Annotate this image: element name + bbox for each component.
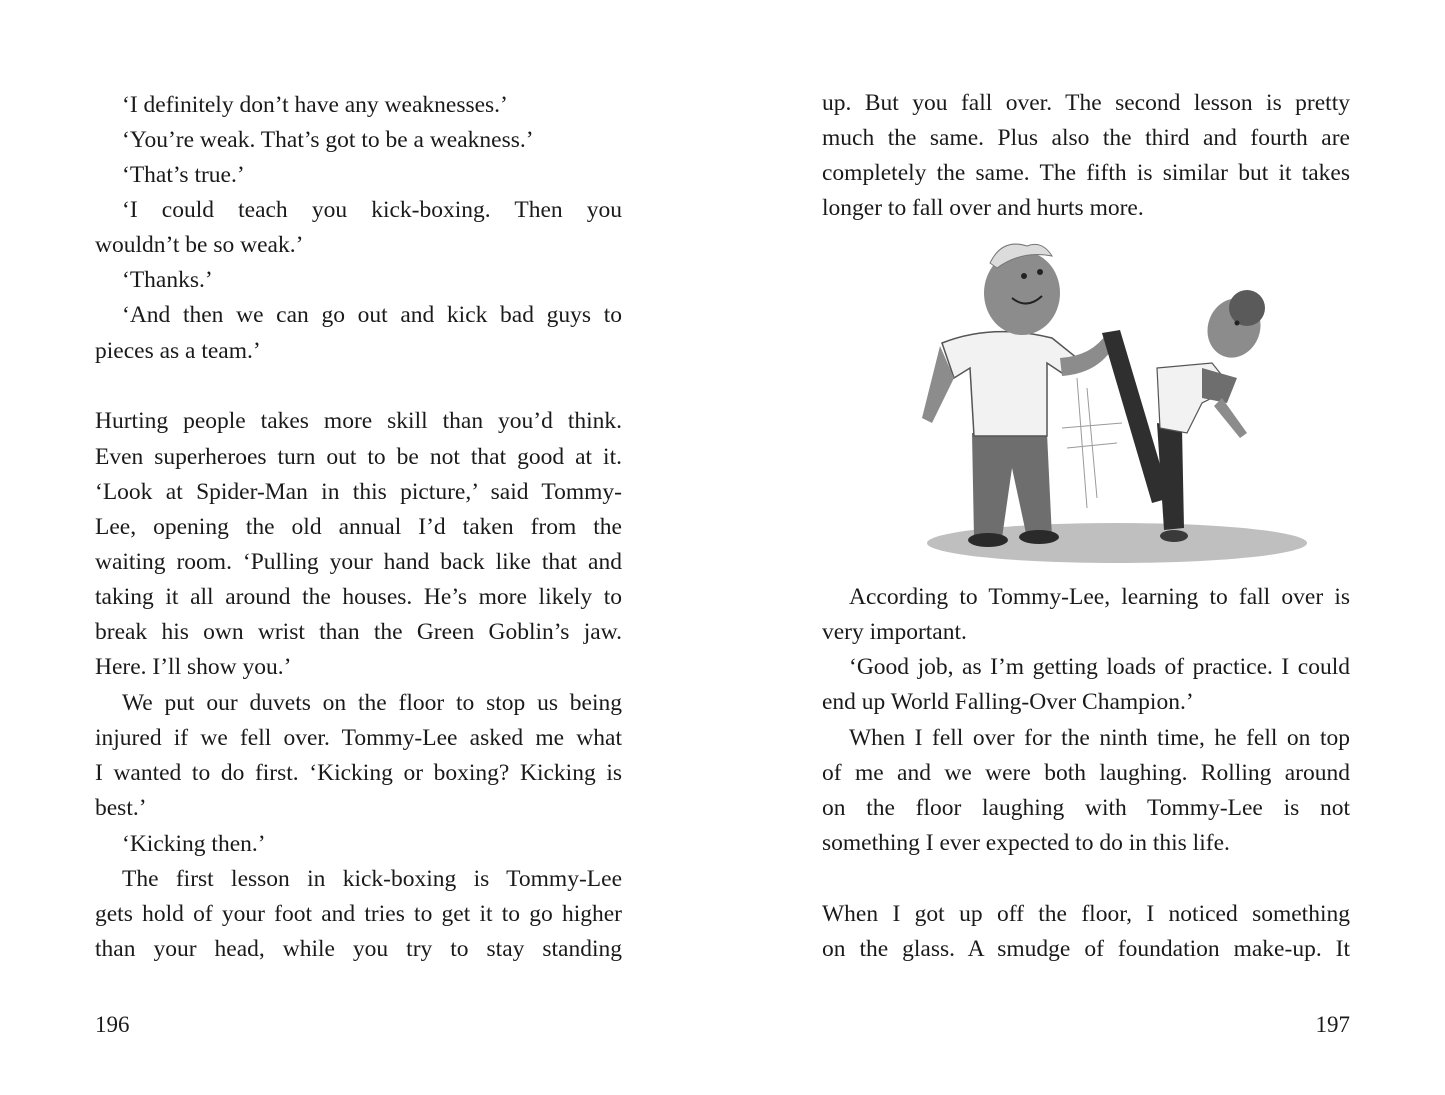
text-line: Lee, opening the old annual I’d taken from the [95, 514, 622, 540]
text-line: of me and we were both laughing. Rolling around [822, 760, 1350, 786]
text-line: ‘Look at Spider-Man in this picture,’ said Tommy- [95, 479, 622, 505]
text-line: break his own wrist than the Green Goblin’s jaw. [95, 619, 622, 645]
right-page [722, 0, 1445, 1095]
text-line: taking it all around the houses. He’s more likely to [95, 584, 622, 610]
text-line: We put our duvets on the floor to stop us being [122, 690, 622, 716]
text-line: up. But you fall over. The second lesson is pretty [822, 90, 1350, 116]
text-line: on the floor laughing with Tommy-Lee is not [822, 795, 1350, 821]
text-line: very important. [822, 619, 967, 645]
page-number-left: 196 [95, 1012, 130, 1037]
page-number-right: 197 [1315, 1012, 1350, 1037]
text-line: something I ever expected to do in this life. [822, 830, 1230, 856]
text-line: Hurting people takes more skill than you’d think. [95, 408, 622, 434]
text-line: end up World Falling-Over Champion.’ [822, 689, 1194, 715]
text-line: gets hold of your foot and tries to get it to go higher [95, 901, 622, 927]
kickboxing-illustration [902, 238, 1322, 573]
text-line: ‘Kicking then.’ [122, 831, 266, 857]
text-line: wouldn’t be so weak.’ [95, 232, 304, 258]
text-line: ‘Thanks.’ [122, 267, 213, 293]
text-line: completely the same. The fifth is similar but it takes [822, 160, 1350, 186]
text-line: ‘I definitely don’t have any weaknesses.’ [122, 92, 508, 118]
text-line: Even superheroes turn out to be not that good at it. [95, 444, 622, 470]
text-line: much the same. Plus also the third and fourth are [822, 125, 1350, 151]
text-line: best.’ [95, 795, 147, 821]
text-line: Here. I’ll show you.’ [95, 654, 292, 680]
text-line: ‘And then we can go out and kick bad guys to [122, 302, 622, 328]
text-line: pieces as a team.’ [95, 338, 261, 364]
text-line: ‘That’s true.’ [122, 162, 245, 188]
text-line: I wanted to do first. ‘Kicking or boxing? Kicking is [95, 760, 622, 786]
text-line: The first lesson in kick-boxing is Tommy-Lee [122, 866, 622, 892]
text-line: ‘You’re weak. That’s got to be a weakness.’ [122, 127, 534, 153]
text-line: When I got up off the floor, I noticed something [822, 901, 1350, 927]
text-line: injured if we fell over. Tommy-Lee asked me what [95, 725, 622, 751]
text-line: According to Tommy-Lee, learning to fall over is [849, 584, 1350, 610]
text-line: than your head, while you try to stay standing [95, 936, 622, 962]
text-line: on the glass. A smudge of foundation make-up. It [822, 936, 1350, 962]
text-line: waiting room. ‘Pulling your hand back like that and [95, 549, 622, 575]
text-line: ‘Good job, as I’m getting loads of practice. I could [849, 654, 1350, 680]
text-line: ‘I could teach you kick-boxing. Then you [122, 197, 622, 223]
text-line: longer to fall over and hurts more. [822, 195, 1144, 221]
left-page [0, 0, 722, 1095]
text-line: When I fell over for the ninth time, he fell on top [849, 725, 1350, 751]
